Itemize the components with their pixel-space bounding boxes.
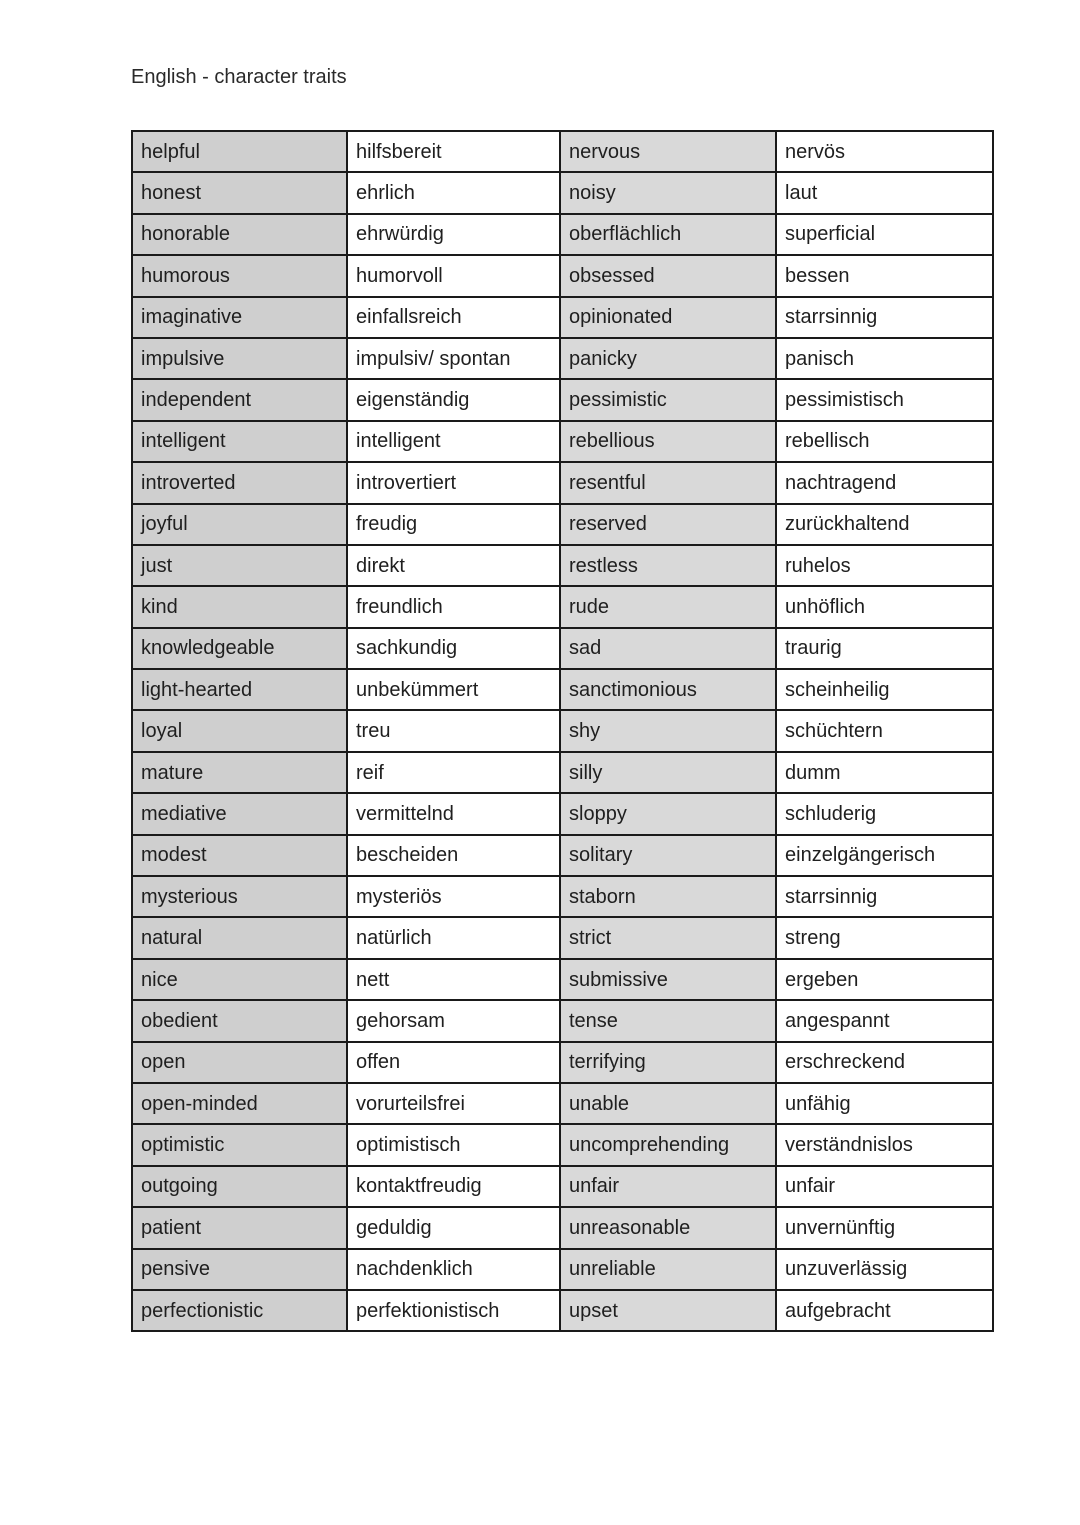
english-term-cell: nervous (560, 131, 776, 172)
table-row (132, 214, 993, 255)
german-translation-cell: zurückhaltend (776, 504, 993, 545)
german-translation-cell: treu (347, 710, 560, 751)
german-translation-cell: eigenständig (347, 379, 560, 420)
german-translation-cell: nachtragend (776, 462, 993, 503)
german-translation-cell: kontaktfreudig (347, 1166, 560, 1207)
english-term-cell: obedient (132, 1000, 347, 1041)
german-translation-cell: rebellisch (776, 421, 993, 462)
english-term-cell: outgoing (132, 1166, 347, 1207)
english-term-cell: unreliable (560, 1249, 776, 1290)
table-row (132, 917, 993, 958)
german-translation-cell: verständnislos (776, 1124, 993, 1165)
table-row (132, 421, 993, 462)
english-term-cell: obsessed (560, 255, 776, 296)
english-term-cell: modest (132, 835, 347, 876)
german-translation-cell: perfektionistisch (347, 1290, 560, 1331)
german-translation-cell: angespannt (776, 1000, 993, 1041)
english-term-cell: joyful (132, 504, 347, 545)
english-term-cell: natural (132, 917, 347, 958)
english-term-cell: intelligent (132, 421, 347, 462)
german-translation-cell: ehrlich (347, 172, 560, 213)
german-translation-cell: natürlich (347, 917, 560, 958)
english-term-cell: independent (132, 379, 347, 420)
table-row (132, 752, 993, 793)
german-translation-cell: unvernünftig (776, 1207, 993, 1248)
english-term-cell: knowledgeable (132, 628, 347, 669)
english-term-cell: helpful (132, 131, 347, 172)
german-translation-cell: unfair (776, 1166, 993, 1207)
german-translation-cell: impulsiv/ spontan (347, 338, 560, 379)
english-term-cell: shy (560, 710, 776, 751)
english-term-cell: imaginative (132, 297, 347, 338)
english-term-cell: restless (560, 545, 776, 586)
german-translation-cell: reif (347, 752, 560, 793)
german-translation-cell: unhöflich (776, 586, 993, 627)
vocabulary-table-body (132, 131, 993, 1331)
english-term-cell: solitary (560, 835, 776, 876)
german-translation-cell: intelligent (347, 421, 560, 462)
english-term-cell: just (132, 545, 347, 586)
german-translation-cell: starrsinnig (776, 297, 993, 338)
table-row (132, 1124, 993, 1165)
german-translation-cell: ergeben (776, 959, 993, 1000)
page-title: English - character traits (131, 66, 347, 88)
english-term-cell: sloppy (560, 793, 776, 834)
table-row (132, 379, 993, 420)
german-translation-cell: bessen (776, 255, 993, 296)
german-translation-cell: bescheiden (347, 835, 560, 876)
german-translation-cell: nett (347, 959, 560, 1000)
german-translation-cell: vorurteilsfrei (347, 1083, 560, 1124)
table-row (132, 1083, 993, 1124)
german-translation-cell: traurig (776, 628, 993, 669)
english-term-cell: nice (132, 959, 347, 1000)
vocabulary-table (131, 130, 994, 1332)
german-translation-cell: freundlich (347, 586, 560, 627)
german-translation-cell: unzuverlässig (776, 1249, 993, 1290)
german-translation-cell: unbekümmert (347, 669, 560, 710)
table-row (132, 338, 993, 379)
english-term-cell: submissive (560, 959, 776, 1000)
english-term-cell: noisy (560, 172, 776, 213)
english-term-cell: open (132, 1042, 347, 1083)
english-term-cell: sad (560, 628, 776, 669)
german-translation-cell: direkt (347, 545, 560, 586)
german-translation-cell: streng (776, 917, 993, 958)
german-translation-cell: ehrwürdig (347, 214, 560, 255)
english-term-cell: honest (132, 172, 347, 213)
english-term-cell: mediative (132, 793, 347, 834)
table-row (132, 669, 993, 710)
german-translation-cell: humorvoll (347, 255, 560, 296)
english-term-cell: uncomprehending (560, 1124, 776, 1165)
table-row (132, 835, 993, 876)
english-term-cell: optimistic (132, 1124, 347, 1165)
german-translation-cell: geduldig (347, 1207, 560, 1248)
german-translation-cell: einzelgängerisch (776, 835, 993, 876)
german-translation-cell: offen (347, 1042, 560, 1083)
table-row (132, 255, 993, 296)
table-row (132, 710, 993, 751)
german-translation-cell: einfallsreich (347, 297, 560, 338)
english-term-cell: perfectionistic (132, 1290, 347, 1331)
table-row (132, 876, 993, 917)
english-term-cell: honorable (132, 214, 347, 255)
german-translation-cell: mysteriös (347, 876, 560, 917)
table-row (132, 586, 993, 627)
german-translation-cell: gehorsam (347, 1000, 560, 1041)
german-translation-cell: sachkundig (347, 628, 560, 669)
english-term-cell: staborn (560, 876, 776, 917)
english-term-cell: kind (132, 586, 347, 627)
english-term-cell: mature (132, 752, 347, 793)
english-term-cell: humorous (132, 255, 347, 296)
german-translation-cell: nachdenklich (347, 1249, 560, 1290)
table-row (132, 628, 993, 669)
german-translation-cell: starrsinnig (776, 876, 993, 917)
table-row (132, 959, 993, 1000)
table-row (132, 1000, 993, 1041)
english-term-cell: pessimistic (560, 379, 776, 420)
german-translation-cell: schüchtern (776, 710, 993, 751)
english-term-cell: sanctimonious (560, 669, 776, 710)
english-term-cell: oberflächlich (560, 214, 776, 255)
english-term-cell: patient (132, 1207, 347, 1248)
english-term-cell: tense (560, 1000, 776, 1041)
german-translation-cell: panisch (776, 338, 993, 379)
english-term-cell: open-minded (132, 1083, 347, 1124)
german-translation-cell: pessimistisch (776, 379, 993, 420)
english-term-cell: rude (560, 586, 776, 627)
english-term-cell: unfair (560, 1166, 776, 1207)
german-translation-cell: introvertiert (347, 462, 560, 503)
english-term-cell: strict (560, 917, 776, 958)
english-term-cell: impulsive (132, 338, 347, 379)
german-translation-cell: schluderig (776, 793, 993, 834)
german-translation-cell: vermittelnd (347, 793, 560, 834)
german-translation-cell: laut (776, 172, 993, 213)
table-row (132, 1290, 993, 1331)
german-translation-cell: freudig (347, 504, 560, 545)
english-term-cell: unreasonable (560, 1207, 776, 1248)
english-term-cell: upset (560, 1290, 776, 1331)
english-term-cell: terrifying (560, 1042, 776, 1083)
english-term-cell: pensive (132, 1249, 347, 1290)
english-term-cell: opinionated (560, 297, 776, 338)
german-translation-cell: nervös (776, 131, 993, 172)
english-term-cell: unable (560, 1083, 776, 1124)
table-row (132, 545, 993, 586)
english-term-cell: resentful (560, 462, 776, 503)
german-translation-cell: optimistisch (347, 1124, 560, 1165)
english-term-cell: reserved (560, 504, 776, 545)
english-term-cell: loyal (132, 710, 347, 751)
table-row (132, 504, 993, 545)
table-row (132, 297, 993, 338)
table-row (132, 1207, 993, 1248)
english-term-cell: light-hearted (132, 669, 347, 710)
table-row (132, 1166, 993, 1207)
german-translation-cell: hilfsbereit (347, 131, 560, 172)
english-term-cell: mysterious (132, 876, 347, 917)
table-row (132, 131, 993, 172)
german-translation-cell: erschreckend (776, 1042, 993, 1083)
table-row (132, 1042, 993, 1083)
english-term-cell: panicky (560, 338, 776, 379)
english-term-cell: silly (560, 752, 776, 793)
german-translation-cell: superficial (776, 214, 993, 255)
german-translation-cell: scheinheilig (776, 669, 993, 710)
table-row (132, 793, 993, 834)
english-term-cell: introverted (132, 462, 347, 503)
german-translation-cell: ruhelos (776, 545, 993, 586)
german-translation-cell: aufgebracht (776, 1290, 993, 1331)
german-translation-cell: dumm (776, 752, 993, 793)
german-translation-cell: unfähig (776, 1083, 993, 1124)
table-row (132, 172, 993, 213)
table-row (132, 462, 993, 503)
english-term-cell: rebellious (560, 421, 776, 462)
table-row (132, 1249, 993, 1290)
